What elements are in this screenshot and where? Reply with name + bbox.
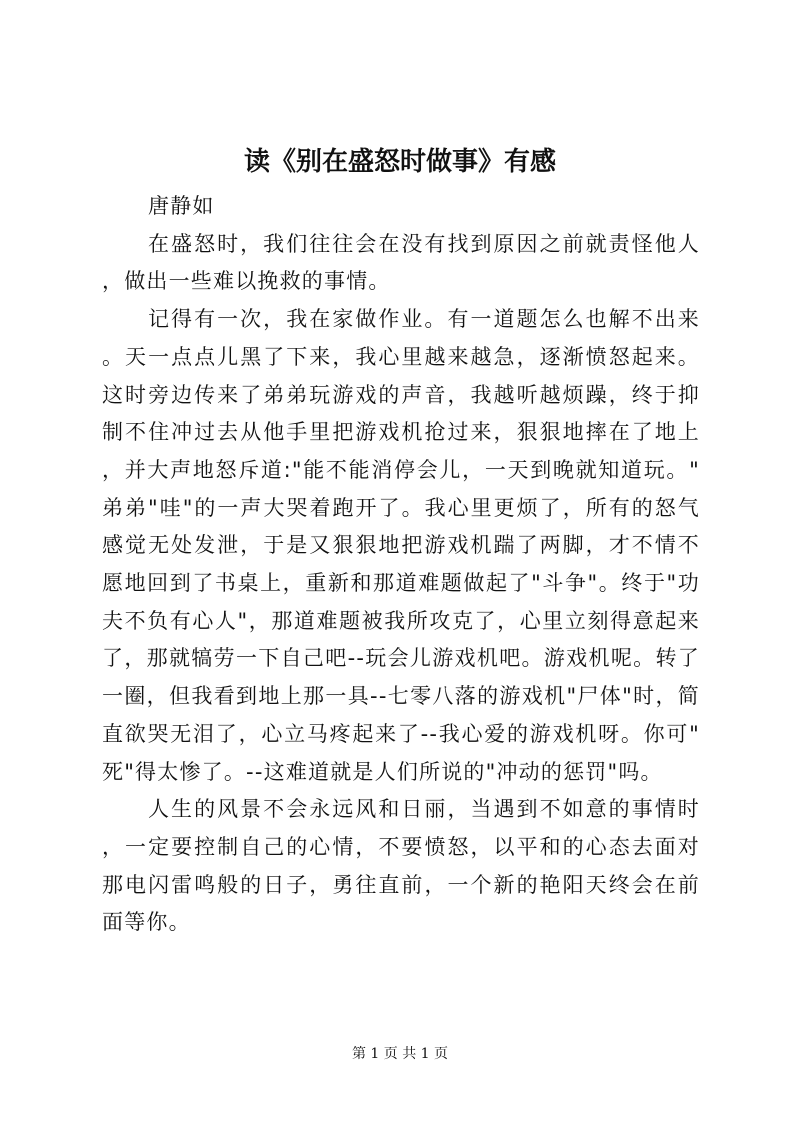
document-body <box>102 188 700 942</box>
paragraph: 人生的风景不会永远风和日丽，当遇到不如意的事情时，一定要控制自己的心情，不要愤怒，以平和的心态去面对那电闪雷鸣般的日子，勇往直前，一个新的艳阳天终会在前面等你。 <box>102 797 700 935</box>
author-line: 唐静如 <box>148 194 215 218</box>
page-number-footer: 第 1 页 共 1 页 <box>351 1046 449 1062</box>
paragraph: 在盛怒时，我们往往会在没有找到原因之前就责怪他人，做出一些难以挽救的事情。 <box>102 231 700 294</box>
document-title: 读《别在盛怒时做事》有感 <box>243 147 556 177</box>
paragraph: 记得有一次，我在家做作业。有一道题怎么也解不出来。天一点点儿黑了下来，我心里越来越急，逐渐愤怒起来。这时旁边传来了弟弟玩游戏的声音，我越听越烦躁，终于抑制不住冲过去从他手里把游戏机抢过来，狠狠地摔在了地上，并大声地怒斥道:"能不能消停会儿，一天到晚就知道玩。"弟弟"哇"的一声大哭着跑开了。我心里更烦了，所有的怒气感觉无处发泄，于是又狠狠地把游戏机踹了两脚，才不情不愿地回到了书桌上，重新和那道难题做起了"斗争"。终于"功夫不负有心人"，那道难题被我所攻克了，心里立刻得意起来了，那就犒劳一下自己吧--玩会儿游戏机吧。游戏机呢。转了一圈，但我看到地上那一具--七零八落的游戏机"尸体"时，简直欲哭无泪了，心立马疼起来了--我心爱的游戏机呀。你可"死"得太惨了。--这难道就是人们所说的"冲动的惩罚"吗。 <box>102 307 700 784</box>
